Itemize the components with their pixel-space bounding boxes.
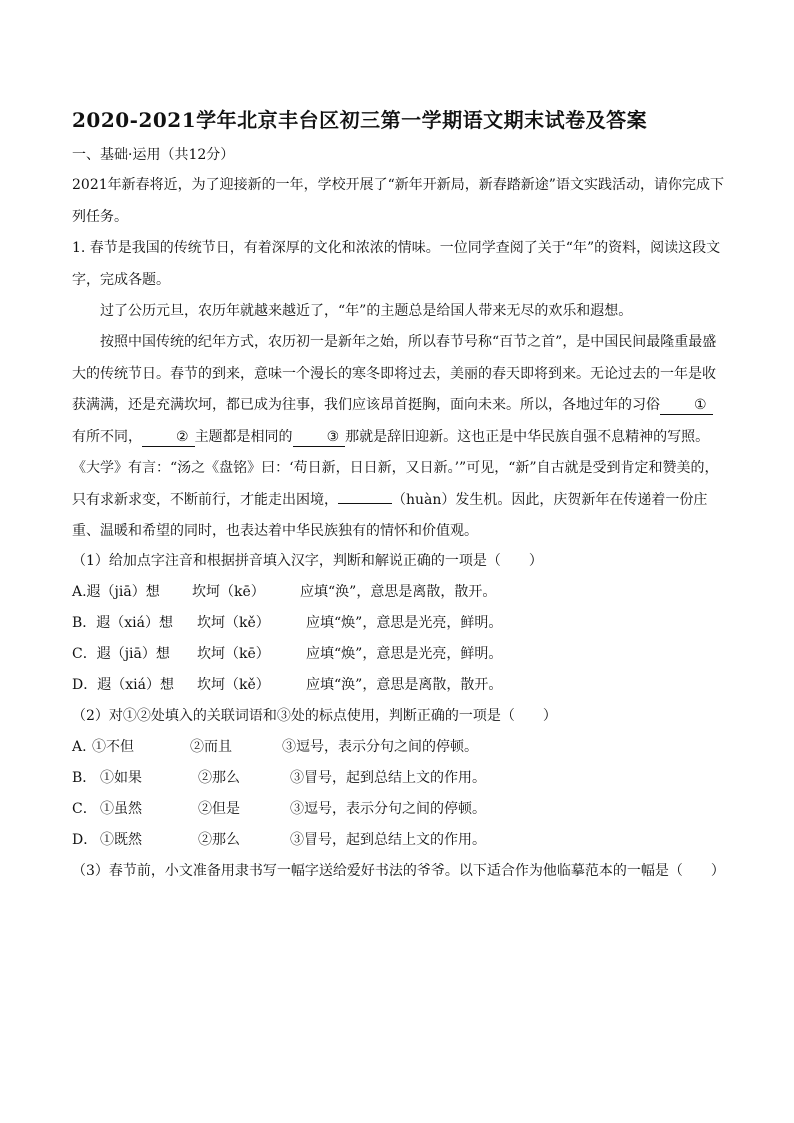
option-col-c: 应填“涣”，意思是离散，散开。 xyxy=(306,677,503,693)
option-row xyxy=(72,738,478,756)
option-col-b: 坎坷（kě） xyxy=(197,615,270,631)
option-row xyxy=(72,769,486,787)
passage-text: 主题都是相同的 xyxy=(194,428,293,445)
option-letter: C． xyxy=(72,801,97,817)
option-col-b: ②那么 xyxy=(198,832,240,848)
option-col-b: ②但是 xyxy=(198,801,240,817)
blank-2: ② xyxy=(142,428,195,447)
option-col-b: 坎坷（kē） xyxy=(192,584,265,600)
question-1-1-stem: （1）给加点字注音和根据拼音填入汉字，判断和解说正确的一项是（ ） xyxy=(72,553,543,569)
option-letter: A. xyxy=(72,739,87,755)
option-col-c: ③逗号，表示分句之间的停顿。 xyxy=(282,739,478,755)
option-row xyxy=(72,676,502,694)
option-col-c: 应填“焕”，意思是光亮，鲜明。 xyxy=(306,646,503,662)
question-1-2-stem: （2）对①②处填入的关联词语和③处的标点使用，判断正确的一项是（ ） xyxy=(72,708,557,724)
option-col-a: ①如果 xyxy=(100,770,142,786)
passage-text: 按照中国传统的纪年方式，农历初一是新年之始，所以春节号称“百节之首”，是中国民间最隆重最盛大的传统节日。春节的到来，意味一个漫长的寒冬即将过去，美丽的春天即将到来。无论过去的一年是收获满满，还是充满坎坷，都已成为往事，我们应该昂首挺胸，面向未来。所以，各地过年的习俗 xyxy=(72,334,717,413)
blank-4 xyxy=(338,503,392,504)
option-col-b: 坎坷（kē） xyxy=(197,646,270,662)
option-col-b: ②而且 xyxy=(190,739,232,755)
passage-paragraph-2 xyxy=(72,327,724,548)
option-col-a: C．遐（jiā）想 xyxy=(72,646,170,662)
question-1-3-stem: （3）春节前，小文准备用隶书写一幅字送给爱好书法的爷爷。以下适合作为他临摹范本的一幅是（ ） xyxy=(72,863,725,879)
option-col-a: B．遐（xiá）想 xyxy=(72,615,174,631)
option-row xyxy=(72,645,502,663)
option-col-a: ①既然 xyxy=(100,832,142,848)
option-col-a: ①虽然 xyxy=(100,801,142,817)
question-1-stem: 1. 春节是我国的传统节日，有着深厚的文化和浓浓的情味。一位同学查阅了关于“年”的资料，阅读这段文字，完成各题。 xyxy=(72,240,721,288)
option-row xyxy=(72,614,502,632)
passage-text: 有所不同， xyxy=(72,428,142,445)
option-col-c: 应填“涣”，意思是离散，散开。 xyxy=(300,584,497,600)
option-row xyxy=(72,583,496,601)
blank-1: ① xyxy=(660,396,713,415)
blank-3: ③ xyxy=(293,428,346,447)
option-col-c: 应填“焕”，意思是光亮，鲜明。 xyxy=(306,615,503,631)
option-letter: B． xyxy=(72,770,97,786)
passage-text: 那就是辞旧迎新。这也正是中华民族自强不息精神的写照。《大学》有言：“汤之《盘铭》曰：‘苟日新，日日新，又日新。’”可见，“新”自古就是受到肯定和赞美的，只有求新求变，不断前行，才能走出困境， xyxy=(72,428,719,508)
option-col-c: ③冒号，起到总结上文的作用。 xyxy=(290,832,486,848)
intro-paragraph: 2021年新春将近，为了迎接新的一年，学校开展了“新年开新局，新春踏新途”语文实践活动，请你完成下列任务。 xyxy=(72,177,724,225)
option-col-a: D．遐（xiá）想 xyxy=(72,677,174,693)
option-letter: D． xyxy=(72,832,98,848)
passage-text: （huàn）发生机。因此，庆贺新年在传递着一份庄重、温暖和希望的同时，也表达着中华民族独有的情怀和价值观。 xyxy=(72,491,708,539)
section-heading: 一、基础·运用（共12分） xyxy=(72,147,235,163)
page-title: 2020-2021学年北京丰台区初三第一学期语文期末试卷及答案 xyxy=(72,108,648,132)
option-row xyxy=(72,831,486,849)
option-col-a: A.遐（jiā）想 xyxy=(72,584,160,600)
option-row xyxy=(72,800,486,818)
option-col-b: ②那么 xyxy=(198,770,240,786)
option-col-a: ①不但 xyxy=(92,739,134,755)
option-col-b: 坎坷（kě） xyxy=(197,677,270,693)
passage-paragraph-1: 过了公历元旦，农历年就越来越近了，“年”的主题总是给国人带来无尽的欢乐和遐想。 xyxy=(100,303,633,319)
option-col-c: ③冒号，起到总结上文的作用。 xyxy=(290,770,486,786)
option-col-c: ③逗号，表示分句之间的停顿。 xyxy=(290,801,486,817)
